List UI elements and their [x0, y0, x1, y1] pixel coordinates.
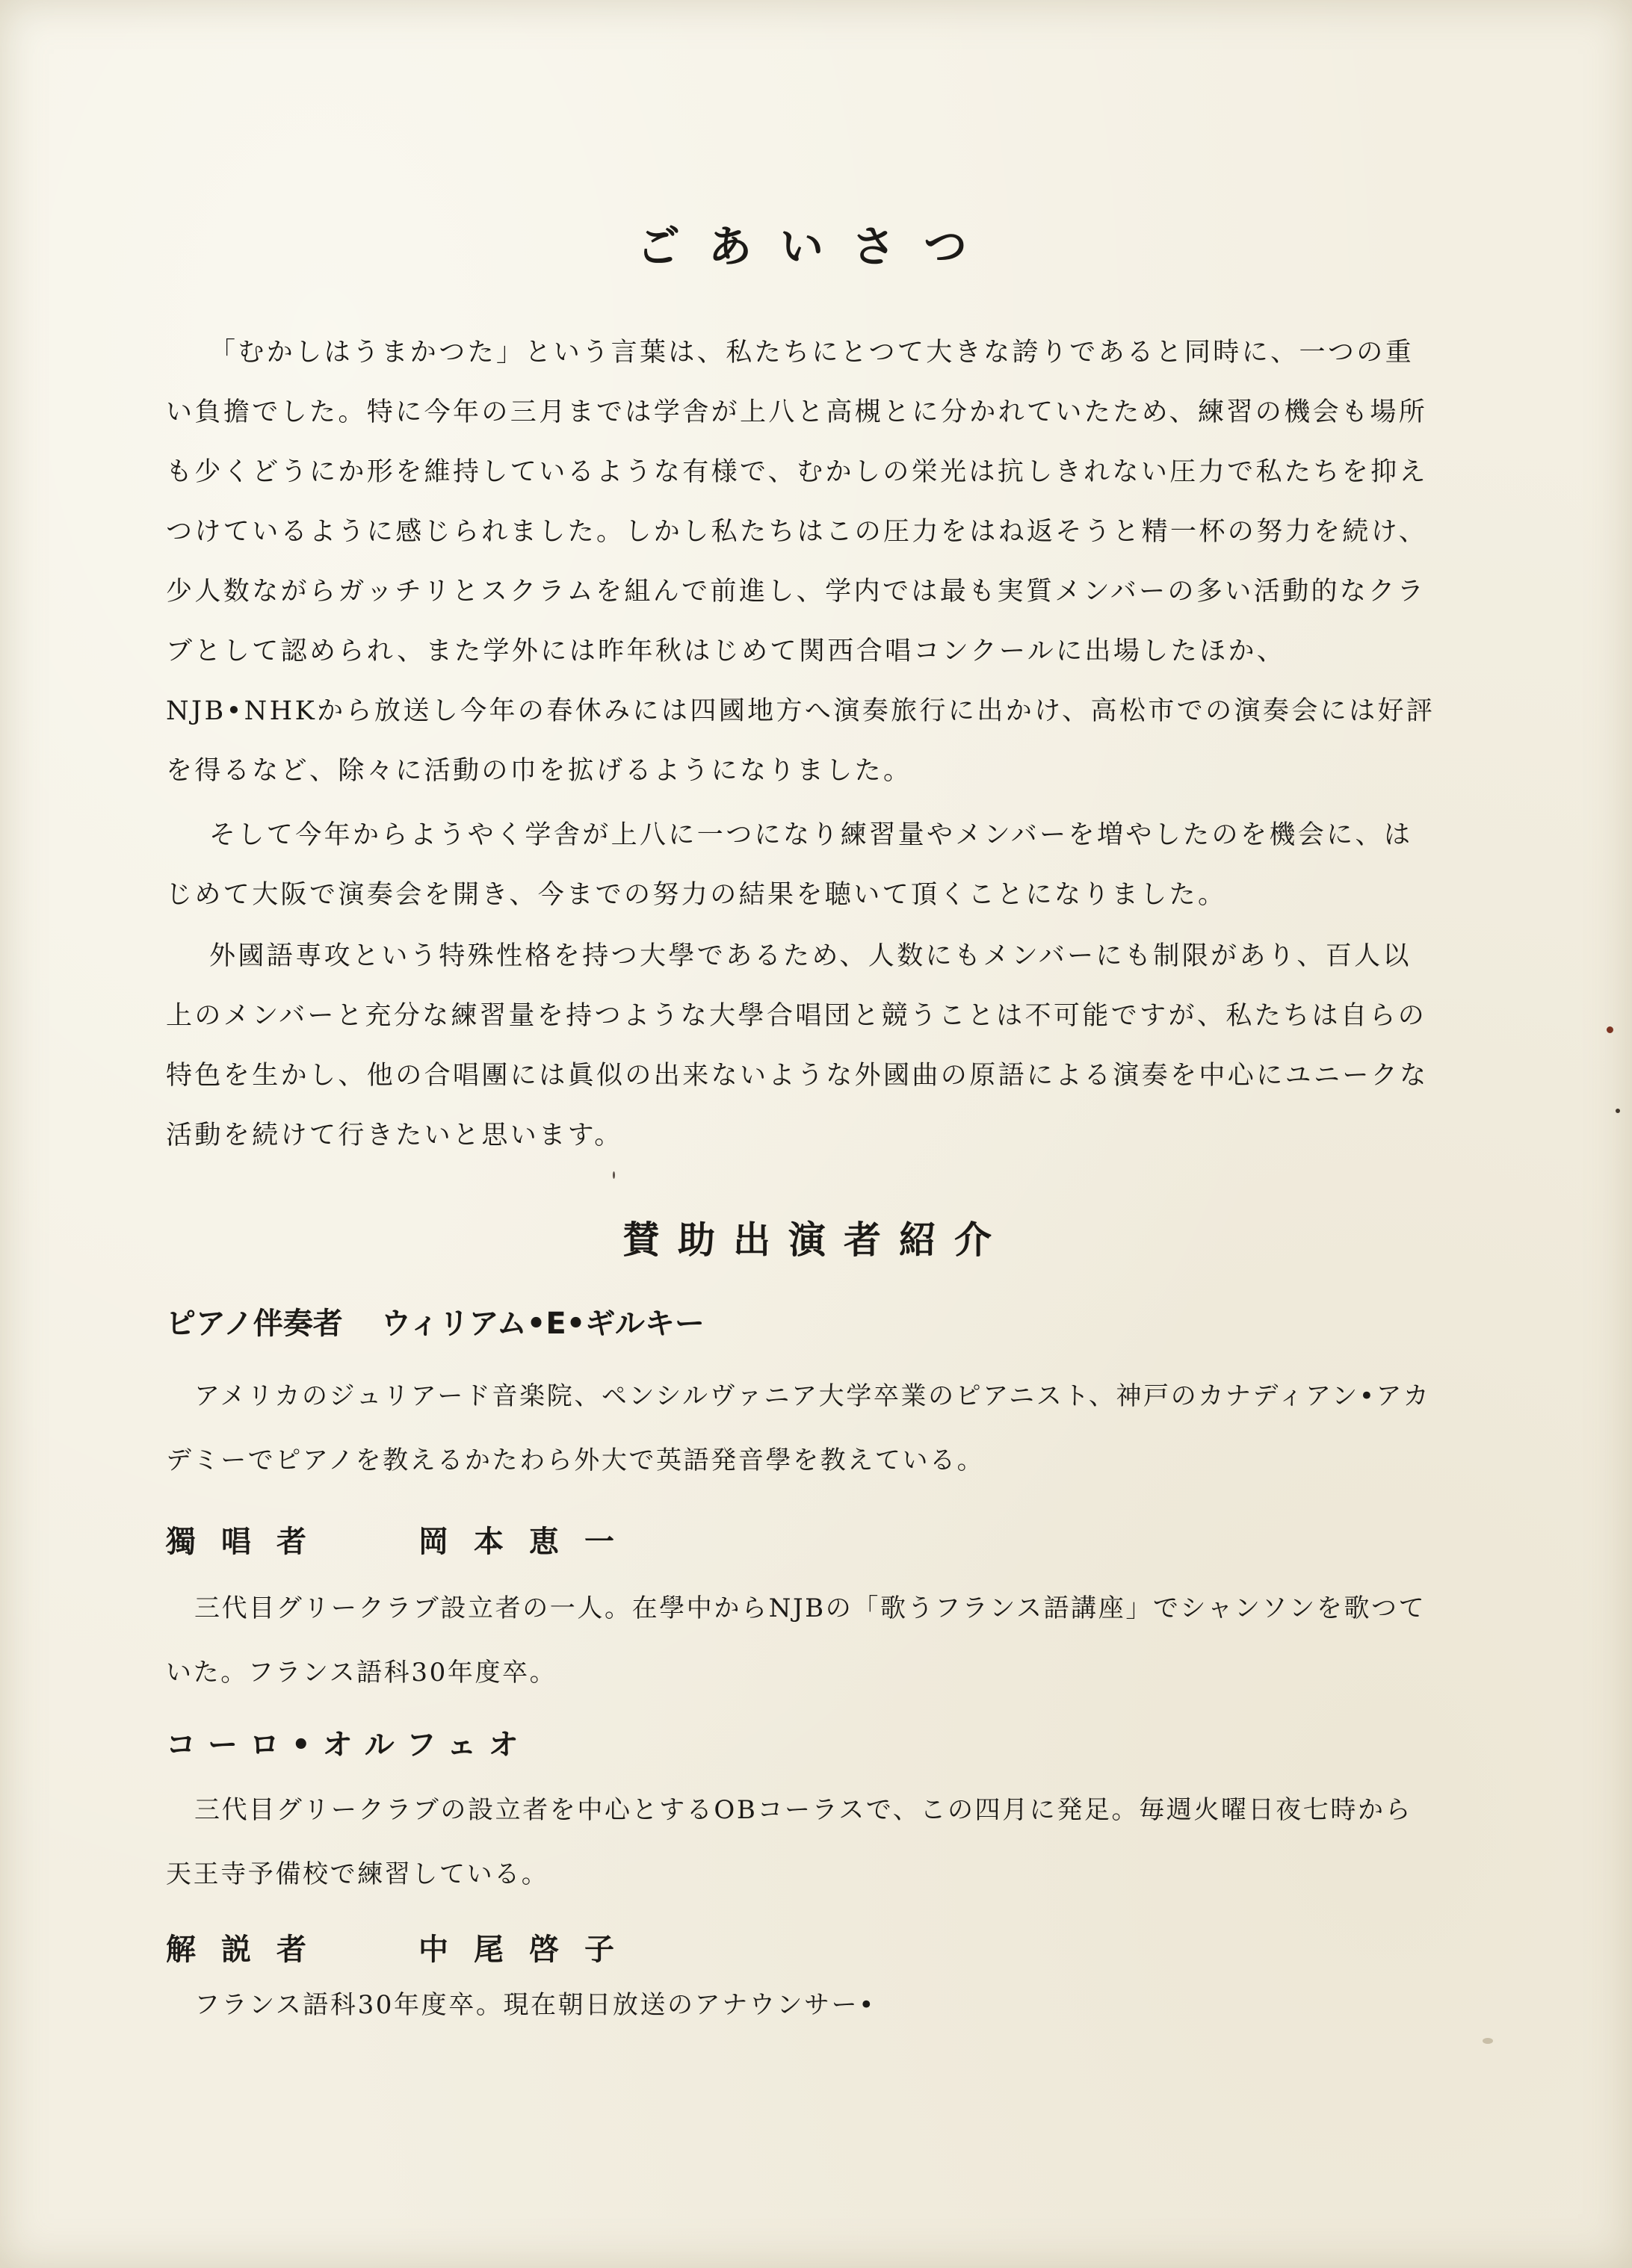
performer-role: 獨唱者	[166, 1525, 332, 1559]
performer-role: ピアノ伴奏者	[166, 1307, 343, 1341]
performer-description: 三代目グリークラブの設立者を中心とするOBコーラスで、この四月に発足。毎週火曜日夜七時から天王寺予備校で練習している。	[166, 1795, 1413, 1889]
paper-speck	[1607, 1026, 1613, 1033]
performer-heading	[166, 1301, 1436, 1346]
paper-speck	[613, 1171, 615, 1179]
greeting-paragraph: 外國語専攻という特殊性格を持つ大學であるため、人数にもメンバーにも制限があり、百人以上のメンバーと充分な練習量を持つような大學合唱団と競うことは不可能ですが、私たちは自らの特色を生かし、他の合唱團には眞似の出来ないような外國曲の原語による演奏を中心にユニークな活動を続けて行きたいと思います。	[166, 941, 1429, 1150]
performer-name: 中尾啓子	[418, 1933, 640, 1967]
performer-role: 解説者	[166, 1933, 332, 1967]
greeting-title: ごあいさつ	[636, 221, 995, 272]
performer-name: コーロ•オルフェオ	[166, 1728, 531, 1762]
performers-section-title: 賛助出演者紹介	[622, 1218, 1010, 1262]
greeting-paragraph: そして今年からようやく学舎が上八に一つになり練習量やメンバーを増やしたのを機会に、はじめて大阪で演奏会を開き、今までの努力の結果を聴いて頂くことになりました。	[166, 820, 1413, 910]
performer-description: フランス語科30年度卒。現在朝日放送のアナウンサー•	[194, 1990, 876, 2020]
performer-name: 岡本恵一	[418, 1525, 640, 1559]
performer-heading	[166, 1519, 1436, 1564]
paper-speck	[1616, 1109, 1620, 1113]
greeting-paragraph: 「むかしはうまかつた」という言葉は、私たちにとつて大きな誇りであると同時に、一つの重い負擔でした。特に今年の三月までは学舎が上八と高槻とに分かれていたため、練習の機会も場所も少くどうにか形を維持しているような有様で、むかしの栄光は抗しきれない圧力で私たちを抑えつけているように感じられました。しかし私たちはこの圧力をはね返そうと精一杯の努力を続け、少人数ながらガッチリとスクラムを組んで前進し、学内では最も実質メンバーの多い活動的なクラブとして認められ、また学外には昨年秋はじめて関西合唱コンクールに出場したほか、NJB•NHKから放送し今年の春休みには四國地方へ演奏旅行に出かけ、高松市での演奏会には好評を得るなど、除々に活動の巾を拡げるようになりました。	[166, 338, 1435, 786]
performer-heading	[166, 1723, 1436, 1767]
performer-name: ウィリアム•E•ギルキー	[381, 1307, 705, 1341]
performer-description: アメリカのジュリアード音楽院、ペンシルヴァニア大学卒業のピアニスト、神戸のカナディアン•アカデミーでピアノを教えるかたわら外大で英語発音學を教えている。	[166, 1381, 1431, 1475]
performer-heading	[166, 1927, 1436, 1972]
paper-speck	[1483, 2038, 1493, 2044]
performer-description: 三代目グリークラブ設立者の一人。在學中からNJBの「歌うフランス語講座」でシャンソンを歌つていた。フランス語科30年度卒。	[166, 1593, 1427, 1688]
